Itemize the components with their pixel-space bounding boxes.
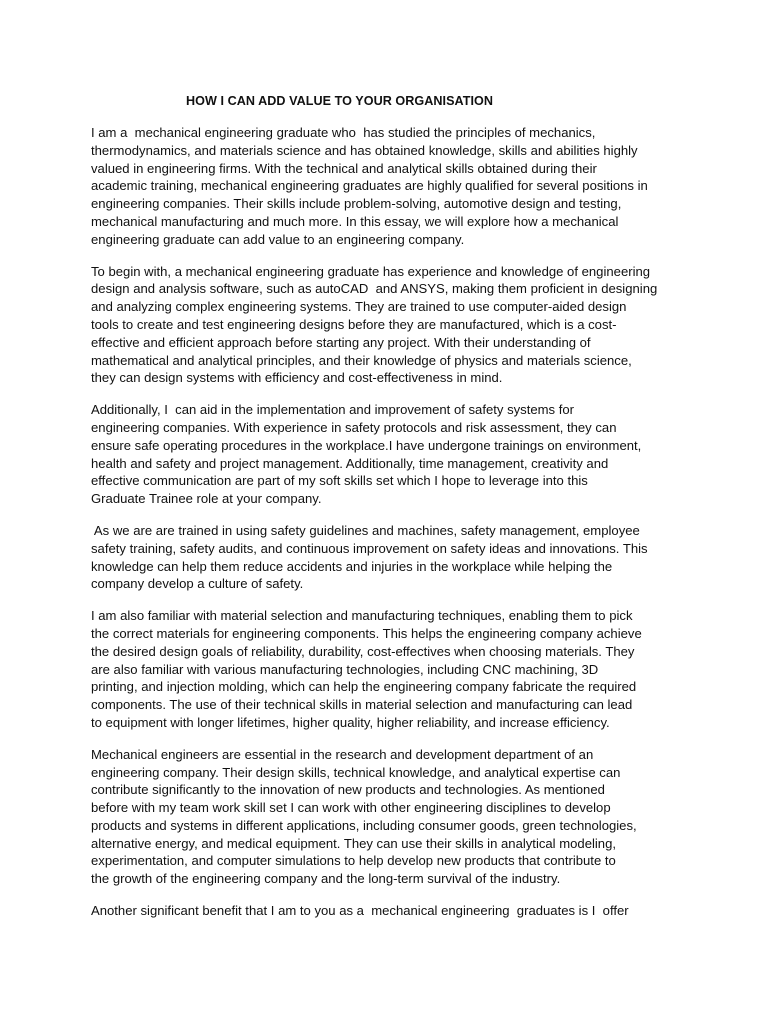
text-line: Another significant benefit that I am to you as a mechanical engineering graduates is I offer: [91, 903, 629, 919]
text-line: knowledge can help them reduce accidents and injuries in the workplace while helping the: [91, 558, 613, 574]
text-line: I am a mechanical engineering graduate who has studied the principles of mechanics,: [91, 125, 596, 140]
text-line: the desired design goals of reliability, durability, cost-effectives when choosing materials. They: [91, 643, 635, 659]
paragraph: [91, 124, 691, 249]
text-line: experimentation, and computer simulations to help develop new products that contribute to: [91, 853, 616, 869]
text-line: tools to create and test engineering designs before they are manufactured, which is a cost-: [91, 316, 617, 332]
text-line: company develop a culture of safety.: [91, 576, 304, 592]
text-line: As we are are trained in using safety guidelines and machines, safety management, employee: [91, 522, 640, 538]
text-line: valued in engineering firms. With the technical and analytical skills obtained during their: [91, 160, 597, 176]
text-line: to equipment with longer lifetimes, higher quality, higher reliability, and increase efficiency.: [91, 714, 610, 730]
text-line: I am also familiar with material selection and manufacturing techniques, enabling them to pick: [91, 608, 633, 624]
text-line: the correct materials for engineering components. This helps the engineering company achieve: [91, 625, 642, 641]
text-line: printing, and injection molding, which can help the engineering company fabricate the required: [91, 679, 637, 695]
text-line: effective and efficient approach before starting any project. With their understanding of: [91, 334, 591, 350]
text-line: products and systems in different applications, including consumer goods, green technologies,: [91, 817, 637, 833]
text-line: engineering graduate can add value to an engineering company.: [91, 231, 465, 247]
text-line: and analyzing complex engineering systems. They are trained to use computer-aided design: [91, 299, 627, 315]
document-body: [91, 124, 691, 934]
text-line: are also familiar with various manufacturing technologies, including CNC machining, 3D: [91, 661, 599, 677]
text-line: effective communication are part of my soft skills set which I hope to leverage into this: [91, 473, 588, 489]
text-line: academic training, mechanical engineering graduates are highly qualified for several positions in: [91, 178, 648, 194]
paragraph: [91, 746, 691, 888]
text-line: components. The use of their technical skills in material selection and manufacturing can lead: [91, 697, 633, 713]
text-line: the growth of the engineering company and the long-term survival of the industry.: [91, 871, 561, 887]
text-line: safety training, safety audits, and continuous improvement on safety ideas and innovations. This: [91, 540, 648, 556]
text-line: engineering companies. With experience in safety protocols and risk assessment, they can: [91, 419, 617, 435]
text-line: engineering company. Their design skills, technical knowledge, and analytical expertise can: [91, 764, 621, 780]
text-line: thermodynamics, and materials science and has obtained knowledge, skills and abilities highly: [91, 142, 638, 158]
text-line: Additionally, I can aid in the implementation and improvement of safety systems for: [91, 402, 575, 418]
document-title: HOW I CAN ADD VALUE TO YOUR ORGANISATION: [186, 94, 494, 108]
text-line: mechanical manufacturing and much more. In this essay, we will explore how a mechanical: [91, 213, 619, 229]
text-line: alternative energy, and medical equipment. They can use their skills in analytical modeling,: [91, 835, 617, 851]
text-line: mathematical and analytical principles, and their knowledge of physics and materials science,: [91, 352, 632, 368]
paragraph: [91, 401, 691, 508]
paragraph: [91, 902, 691, 920]
text-line: engineering companies. Their skills include problem-solving, automotive design and testing,: [91, 196, 622, 212]
text-line: contribute significantly to the innovation of new products and technologies. As mentioned: [91, 782, 605, 798]
paragraph: [91, 607, 691, 732]
paragraph: [91, 522, 691, 593]
text-line: Mechanical engineers are essential in the research and development department of an: [91, 746, 594, 762]
text-line: design and analysis software, such as autoCAD and ANSYS, making them proficient in designing: [91, 281, 658, 297]
text-line: before with my team work skill set I can work with other engineering disciplines to develop: [91, 800, 611, 816]
text-line: Graduate Trainee role at your company.: [91, 491, 322, 507]
text-line: they can design systems with efficiency and cost-effectiveness in mind.: [91, 370, 503, 386]
text-line: To begin with, a mechanical engineering graduate has experience and knowledge of engineering: [91, 263, 651, 279]
text-line: ensure safe operating procedures in the workplace.I have undergone trainings on environment,: [91, 437, 642, 453]
text-line: health and safety and project management. Additionally, time management, creativity and: [91, 455, 609, 471]
paragraph: [91, 263, 691, 388]
